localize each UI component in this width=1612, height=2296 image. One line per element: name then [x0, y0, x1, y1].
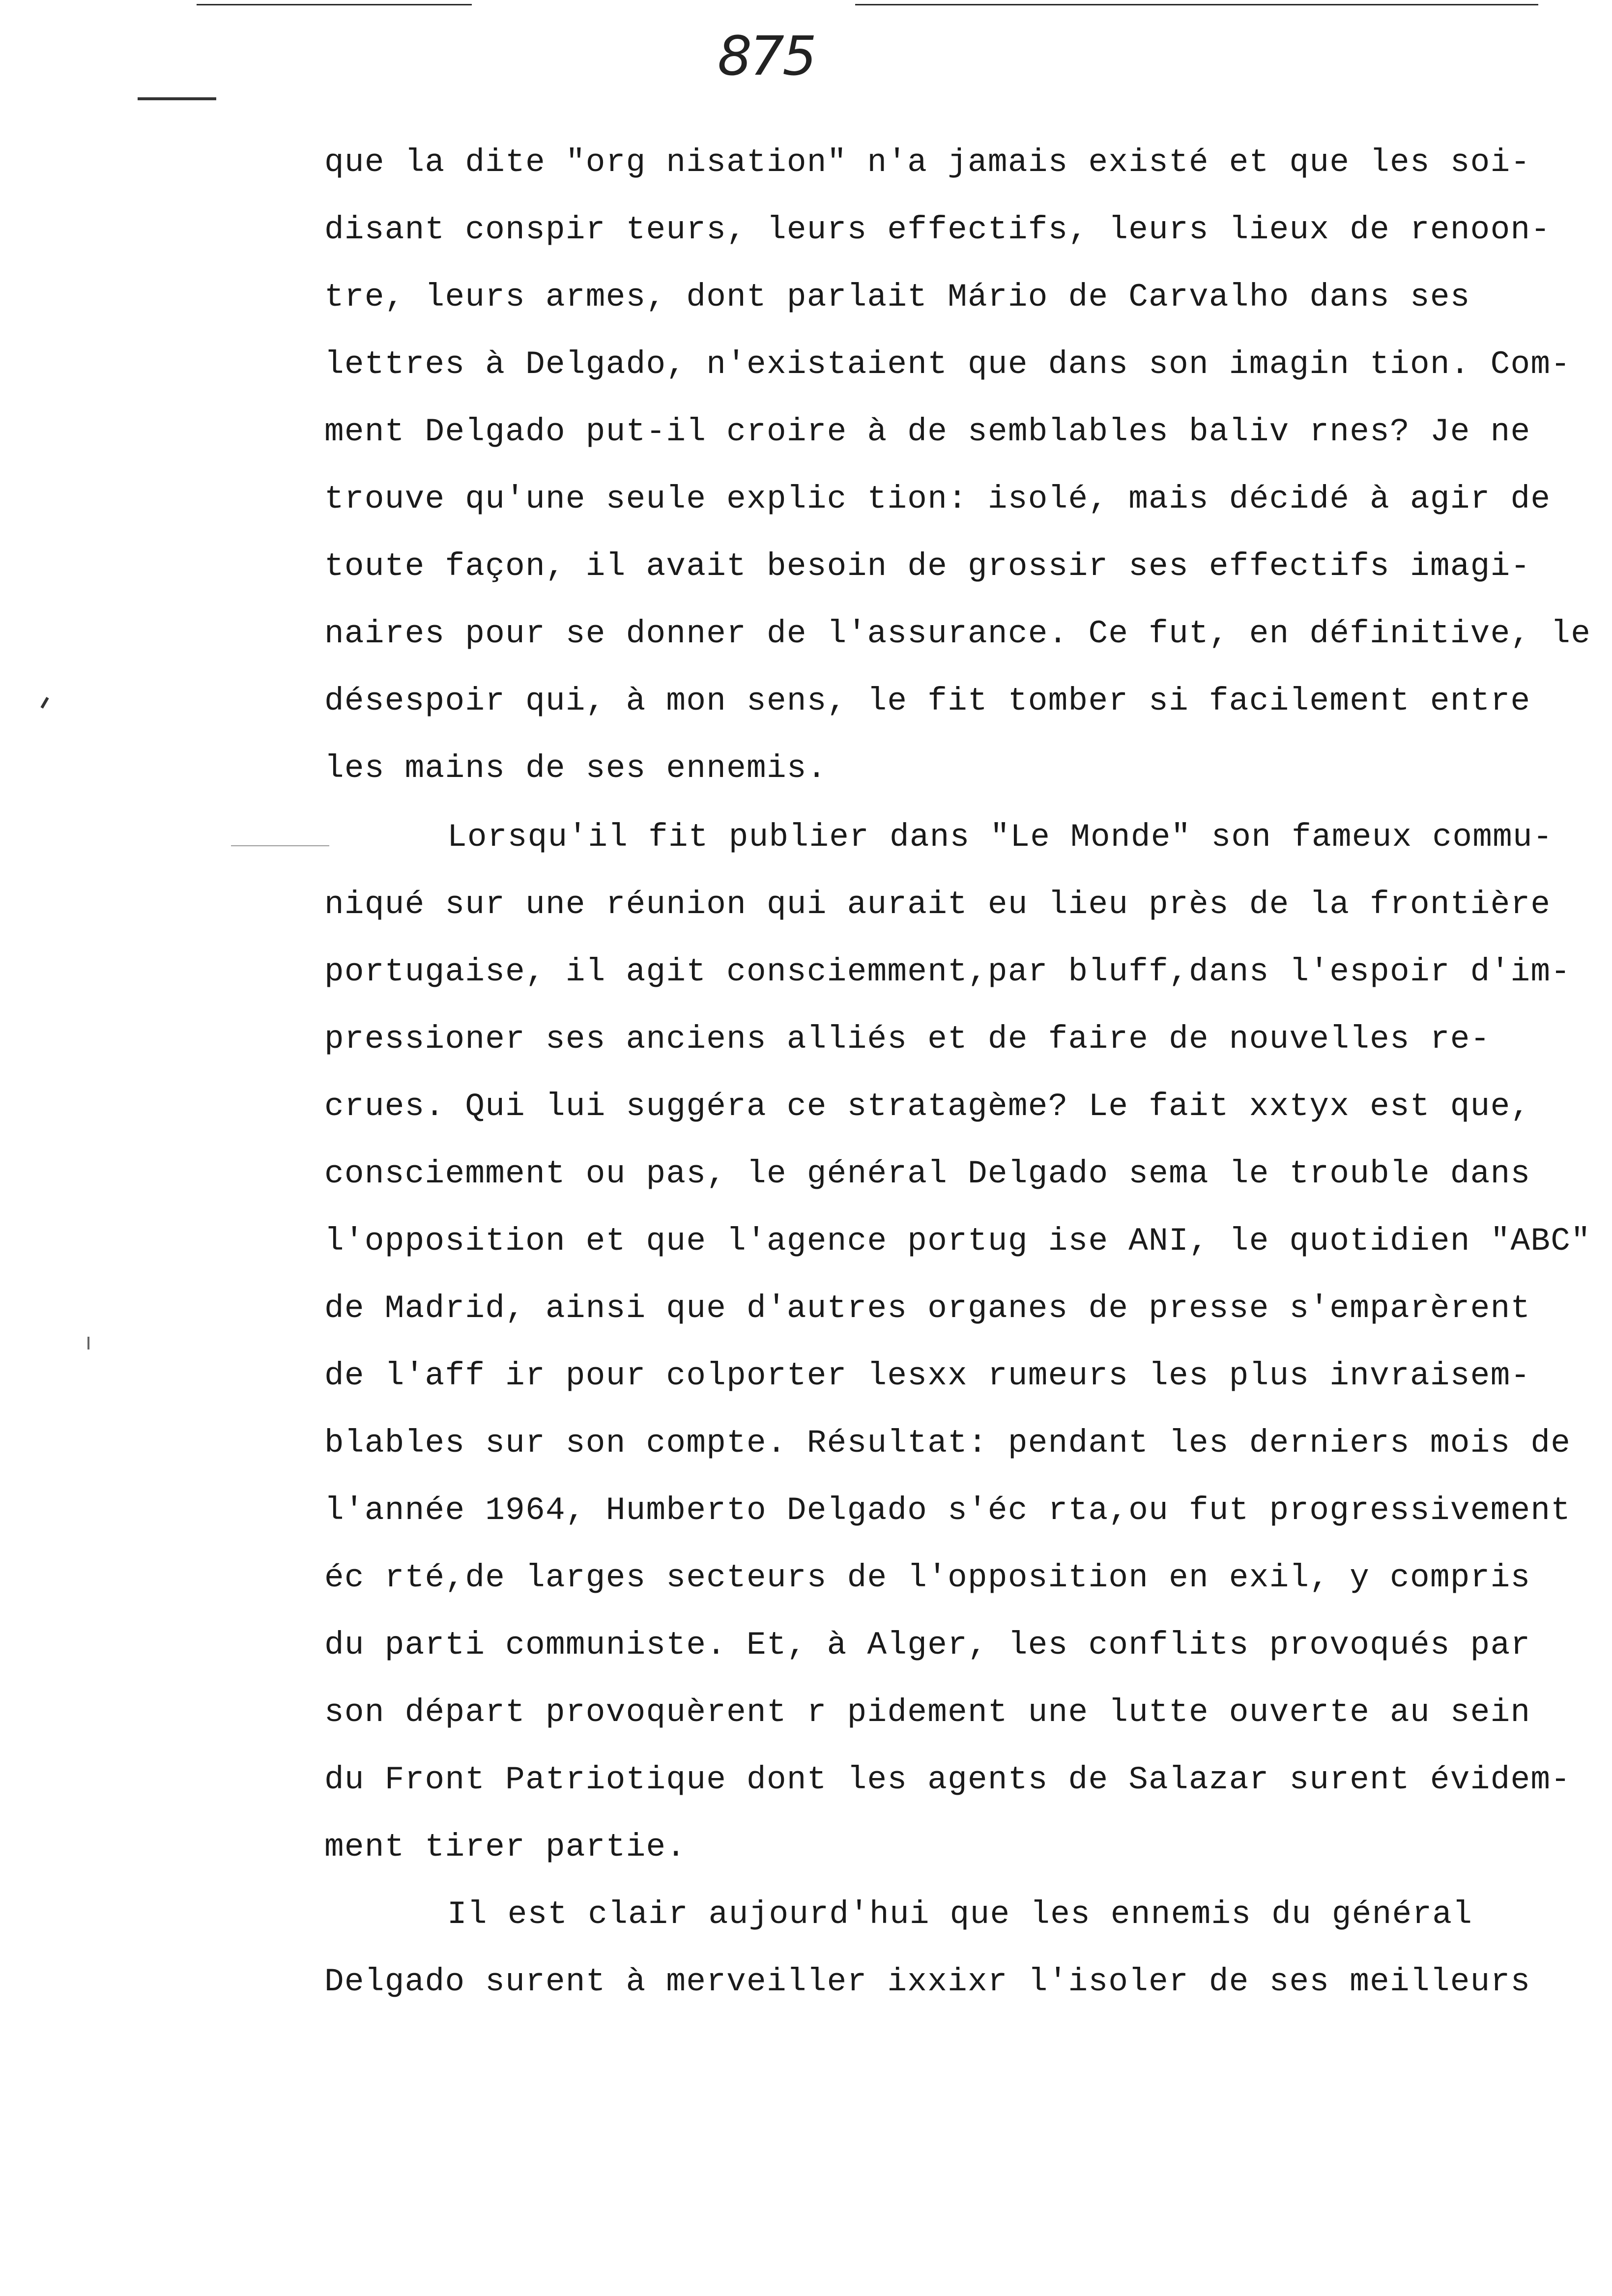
text-line: que la dite "org nisation" n'a jamais existé et que les soi-	[324, 144, 1531, 181]
text-line: de Madrid, ainsi que d'autres organes de presse s'emparèrent	[324, 1290, 1531, 1327]
text-line: Il est clair aujourd'hui que les ennemis du général	[447, 1896, 1473, 1933]
top-rule-left	[197, 4, 472, 5]
text-line: toute façon, il avait besoin de grossir ses effectifs imagi-	[324, 548, 1531, 585]
text-line: du Front Patriotique dont les agents de Salazar surent évidem-	[324, 1761, 1571, 1798]
text-line: blables sur son compte. Résultat: pendant les derniers mois de	[324, 1425, 1571, 1462]
text-line: tre, leurs armes, dont parlait Mário de Carvalho dans ses	[324, 279, 1470, 316]
text-line: crues. Qui lui suggéra ce stratagème? Le fait xxtyx est que,	[324, 1088, 1531, 1125]
text-line: trouve qu'une seule explic tion: isolé, mais décidé à agir de	[324, 481, 1551, 517]
text-line: désespoir qui, à mon sens, le fit tomber si facilement entre	[324, 683, 1531, 719]
margin-mark	[87, 1337, 89, 1349]
text-line: les mains de ses ennemis.	[324, 750, 827, 787]
text-line: ment Delgado put-il croire à de semblables baliv rnes? Je ne	[324, 413, 1531, 450]
text-line: Lorsqu'il fit publier dans "Le Monde" son fameux commu-	[447, 819, 1553, 856]
text-line: pressioner ses anciens alliés et de faire de nouvelles re-	[324, 1021, 1491, 1058]
text-line: disant conspir teurs, leurs effectifs, leurs lieux de renoon-	[324, 211, 1551, 248]
margin-mark	[231, 845, 329, 846]
text-line: l'année 1964, Humberto Delgado s'éc rta,ou fut progressivement	[324, 1492, 1571, 1529]
page-number: 875	[718, 25, 815, 87]
top-rule-right	[855, 4, 1538, 5]
text-line: l'opposition et que l'agence portug ise ANI, le quotidien "ABC"	[324, 1223, 1591, 1260]
margin-mark	[138, 97, 216, 100]
text-line: ment tirer partie.	[324, 1829, 687, 1866]
margin-mark	[40, 697, 49, 709]
text-line: lettres à Delgado, n'existaient que dans son imagin tion. Com-	[324, 346, 1571, 383]
text-line: de l'aff ir pour colporter lesxx rumeurs les plus invraisem-	[324, 1357, 1531, 1394]
text-line: son départ provoquèrent r pidement une lutte ouverte au sein	[324, 1694, 1531, 1731]
text-line: naires pour se donner de l'assurance. Ce fut, en définitive, le	[324, 615, 1591, 652]
text-line: éc rté,de larges secteurs de l'opposition en exil, y compris	[324, 1559, 1531, 1596]
typed-text-body	[324, 129, 1602, 2015]
text-line: niqué sur une réunion qui aurait eu lieu près de la frontière	[324, 886, 1551, 923]
text-line: consciemment ou pas, le général Delgado sema le trouble dans	[324, 1155, 1531, 1192]
text-line: du parti communiste. Et, à Alger, les conflits provoqués par	[324, 1627, 1531, 1664]
text-line: portugaise, il agit consciemment,par bluff,dans l'espoir d'im-	[324, 953, 1571, 990]
text-line: Delgado surent à merveiller ixxixr l'isoler de ses meilleurs	[324, 1963, 1531, 2000]
